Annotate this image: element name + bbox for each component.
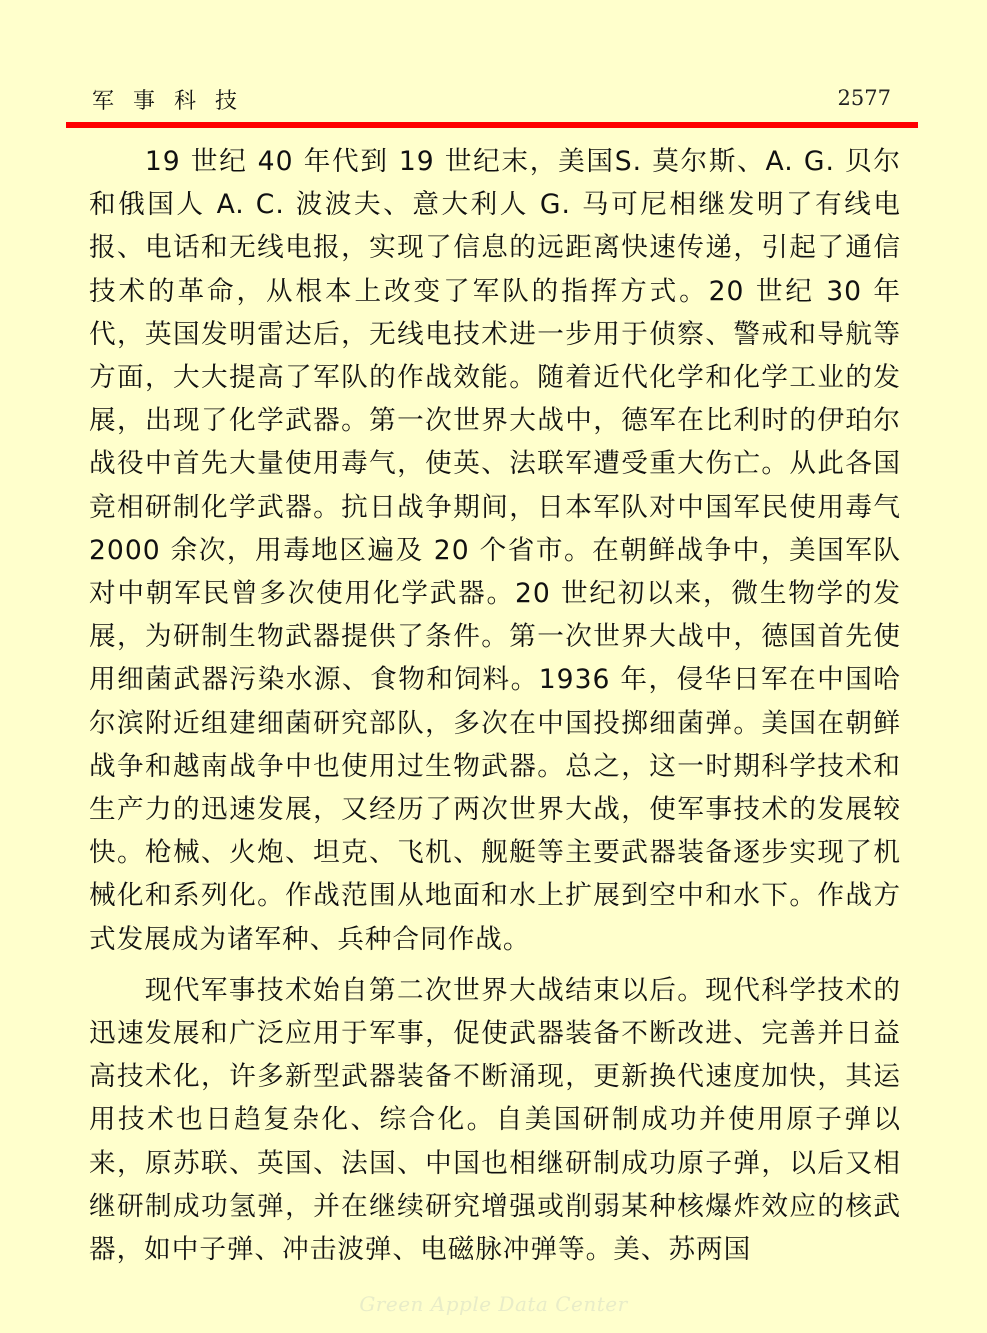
header-rule	[66, 122, 918, 128]
watermark: Green Apple Data Center	[359, 1292, 628, 1316]
page-number: 2577	[837, 86, 891, 110]
paragraph: 19 世纪 40 年代到 19 世纪末，美国S. 莫尔斯、A. G. 贝尔和俄国人 A. C. 波波夫、意大利人 G. 马可尼相继发明了有线电报、电话和无线电报，实现了信息的远距离快速传递，引起了通信技术的革命，从根本上改变了军队的指挥方式。20 世纪 30 年代，英国发明雷达后，无线电技术进一步用于侦察、警戒和导航等方面，大大提高了军队的作战效能。随着近代化学和化学工业的发展，出现了化学武器。第一次世界大战中，德军在比利时的伊珀尔战役中首先大量使用毒气，使英、法联军遭受重大伤亡。从此各国竞相研制化学武器。抗日战争期间，日本军队对中国军民使用毒气 2000 余次，用毒地区遍及 20 个省市。在朝鲜战争中，美国军队对中朝军民曾多次使用化学武器。20 世纪初以来，微生物学的发展，为研制生物武器提供了条件。第一次世界大战中，德国首先使用细菌武器污染水源、食物和饲料。1936 年，侵华日军在中国哈尔滨附近组建细菌研究部队，多次在中国投掷细菌弹。美国在朝鲜战争和越南战争中也使用过生物武器。总之，这一时期科学技术和生产力的迅速发展，又经历了两次世界大战，使军事技术的发展较快。枪械、火炮、坦克、飞机、舰艇等主要武器装备逐步实现了机械化和系列化。作战范围从地面和水上扩展到空中和水下。作战方式发展成为诸军种、兵种合同作战。	[89, 146, 901, 955]
paragraph: 现代军事技术始自第二次世界大战结束以后。现代科学技术的迅速发展和广泛应用于军事，促使武器装备不断改进、完善并日益高技术化，许多新型武器装备不断涌现，更新换代速度加快，其运用技术也日趋复杂化、综合化。自美国研制成功并使用原子弹以来，原苏联、英国、法国、中国也相继研制成功原子弹，以后又相继研制成功氢弹，并在继续研究增强或削弱某种核爆炸效应的核武器，如中子弹、冲击波弹、电磁脉冲弹等。美、苏两国	[89, 974, 901, 1266]
page-header	[92, 84, 891, 118]
article-body	[89, 140, 901, 1279]
running-title: 军事科技	[92, 89, 257, 114]
